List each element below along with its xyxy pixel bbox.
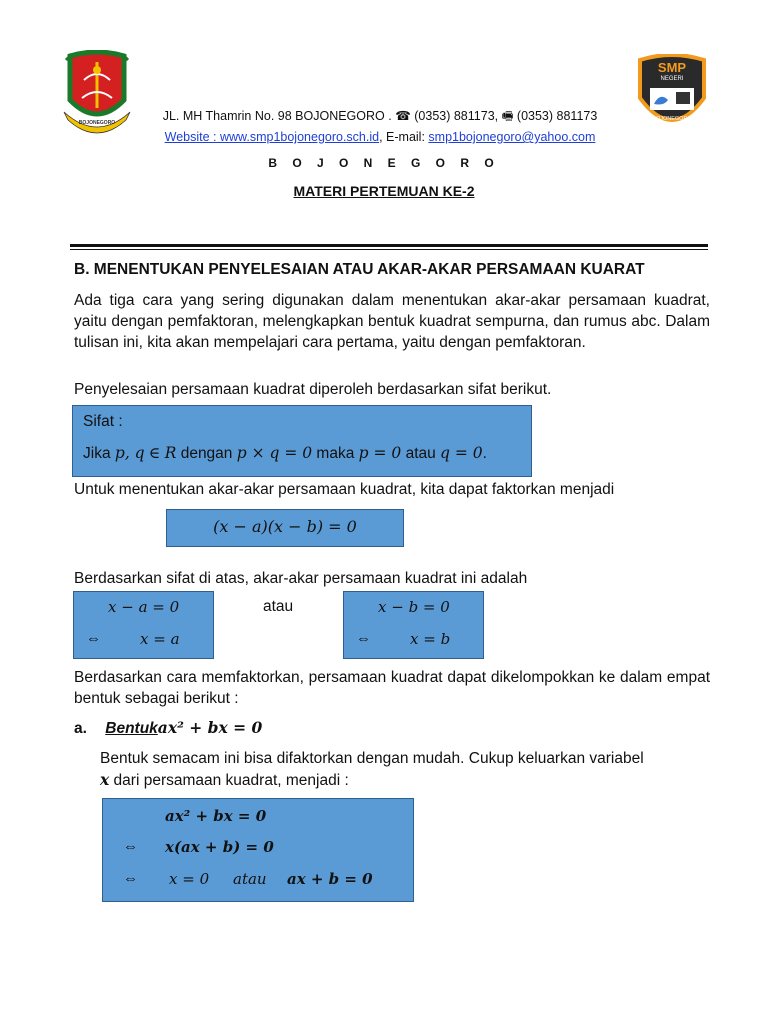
- item-a-var: x: [100, 770, 110, 789]
- roots-atau: atau: [263, 598, 294, 615]
- root-a-line2: x = a: [140, 630, 180, 648]
- page-title: MATERI PERTEMUAN KE-2: [293, 183, 475, 199]
- item-a-heading: [74, 718, 262, 738]
- header-address-line: [60, 107, 700, 128]
- property-intro: Penyelesaian persamaan kuadrat diperoleh berdasarkan sifat berikut.: [74, 381, 552, 398]
- website-link[interactable]: Website : www.smp1bojonegoro.sch.id: [164, 130, 380, 144]
- intro-paragraph: Ada tiga cara yang sering digunakan dalam menentukan akar-akar persamaan kuadrat, yaitu dengan pemfaktoran, melengkapkan bentuk kuadrat sempurna, dan rumus abc. Dalam tulisan ini, kita akan mempelajari cara pertama, yaitu dengan pemfaktoran.: [74, 292, 710, 351]
- box-a-line3-a: x = 0: [169, 870, 210, 888]
- box-a-implies-2: ⇔: [123, 870, 138, 887]
- box-a-line3-b: ax + b = 0: [287, 870, 373, 888]
- root-box-a: [73, 591, 214, 659]
- property-statement: Jika p, q ∈ R dengan p × q = 0 maka p = 0 atau q = 0.: [83, 444, 487, 462]
- header-divider-thin: [70, 249, 708, 250]
- item-a-text1: Bentuk semacam ini bisa difaktorkan dengan mudah. Cukup keluarkan variabel: [100, 750, 644, 767]
- email-link[interactable]: smp1bojonegoro@yahoo.com: [428, 130, 596, 144]
- root-b-implies: ⇔: [356, 630, 371, 647]
- property-atau: atau: [401, 445, 441, 462]
- property-in: ∈: [148, 444, 161, 462]
- fax-number: (0353) 881173: [516, 109, 598, 123]
- groups-intro: Berdasarkan cara memfaktorkan, persamaan kuadrat dapat dikelompokkan ke dalam empat bentuk sebagai berikut :: [74, 669, 710, 707]
- property-box: [72, 405, 532, 477]
- school-logo-ribbon: BOJONEGORO: [652, 116, 692, 122]
- property-R: R: [164, 444, 177, 462]
- property-title: Sifat :: [83, 413, 123, 430]
- school-logo-text: SMP: [657, 60, 687, 75]
- root-b-line1: x − b = 0: [378, 598, 450, 616]
- phone-icon: ☎: [395, 109, 411, 123]
- header-city: B O J O N E G O R O: [268, 156, 500, 170]
- box-a-line2: x(ax + b) = 0: [165, 838, 274, 856]
- property-p: p: [114, 444, 125, 462]
- property-jika: Jika: [83, 445, 115, 462]
- box-a-line3-atau: atau: [233, 870, 267, 888]
- item-a-text2-rest: dari persamaan kuadrat, menjadi :: [109, 772, 349, 789]
- root-b-line2: x = b: [410, 630, 451, 648]
- property-dengan: dengan: [176, 445, 237, 462]
- roots-intro: Berdasarkan sifat di atas, akar-akar persamaan kuadrat ini adalah: [74, 570, 528, 587]
- property-end: .: [482, 445, 487, 462]
- property-q: q: [134, 444, 145, 462]
- section-heading: B. MENENTUKAN PENYELESAIAN ATAU AKAR-AKAR PERSAMAAN KUARAT: [74, 261, 645, 278]
- factor-formula: (x − a)(x − b) = 0: [213, 517, 357, 536]
- item-a-label: a.: [74, 720, 87, 737]
- box-a-line1: ax² + bx = 0: [165, 807, 267, 825]
- property-p0: p = 0: [358, 444, 402, 462]
- region-logo-ribbon: BOJONEGORO: [78, 120, 116, 126]
- item-a-text2: [100, 769, 710, 791]
- item-a-box: [102, 798, 414, 902]
- fax-icon: 🖷: [501, 109, 514, 123]
- school-logo-sub: NEGERI: [660, 76, 684, 82]
- root-a-implies: ⇔: [86, 630, 101, 647]
- root-a-line1: x − a = 0: [108, 598, 180, 616]
- email-prefix: , E-mail:: [379, 130, 429, 144]
- address-text: JL. MH Thamrin No. 98 BOJONEGORO .: [162, 109, 392, 123]
- root-box-b: [343, 591, 484, 659]
- factor-formula-box: [166, 509, 404, 547]
- item-a-formula: ax² + bx = 0: [157, 718, 263, 737]
- factor-intro: Untuk menentukan akar-akar persamaan kuadrat, kita dapat faktorkan menjadi: [74, 481, 615, 498]
- property-prod: p × q = 0: [236, 444, 313, 462]
- item-a-title: Bentuk: [105, 720, 158, 737]
- property-q0: q = 0: [440, 444, 483, 462]
- property-maka: maka: [312, 445, 359, 462]
- phone-number: (0353) 881173,: [414, 109, 499, 123]
- header-divider: [70, 244, 708, 247]
- header-contact-line: [60, 130, 700, 144]
- box-a-implies-1: ⇔: [123, 838, 138, 855]
